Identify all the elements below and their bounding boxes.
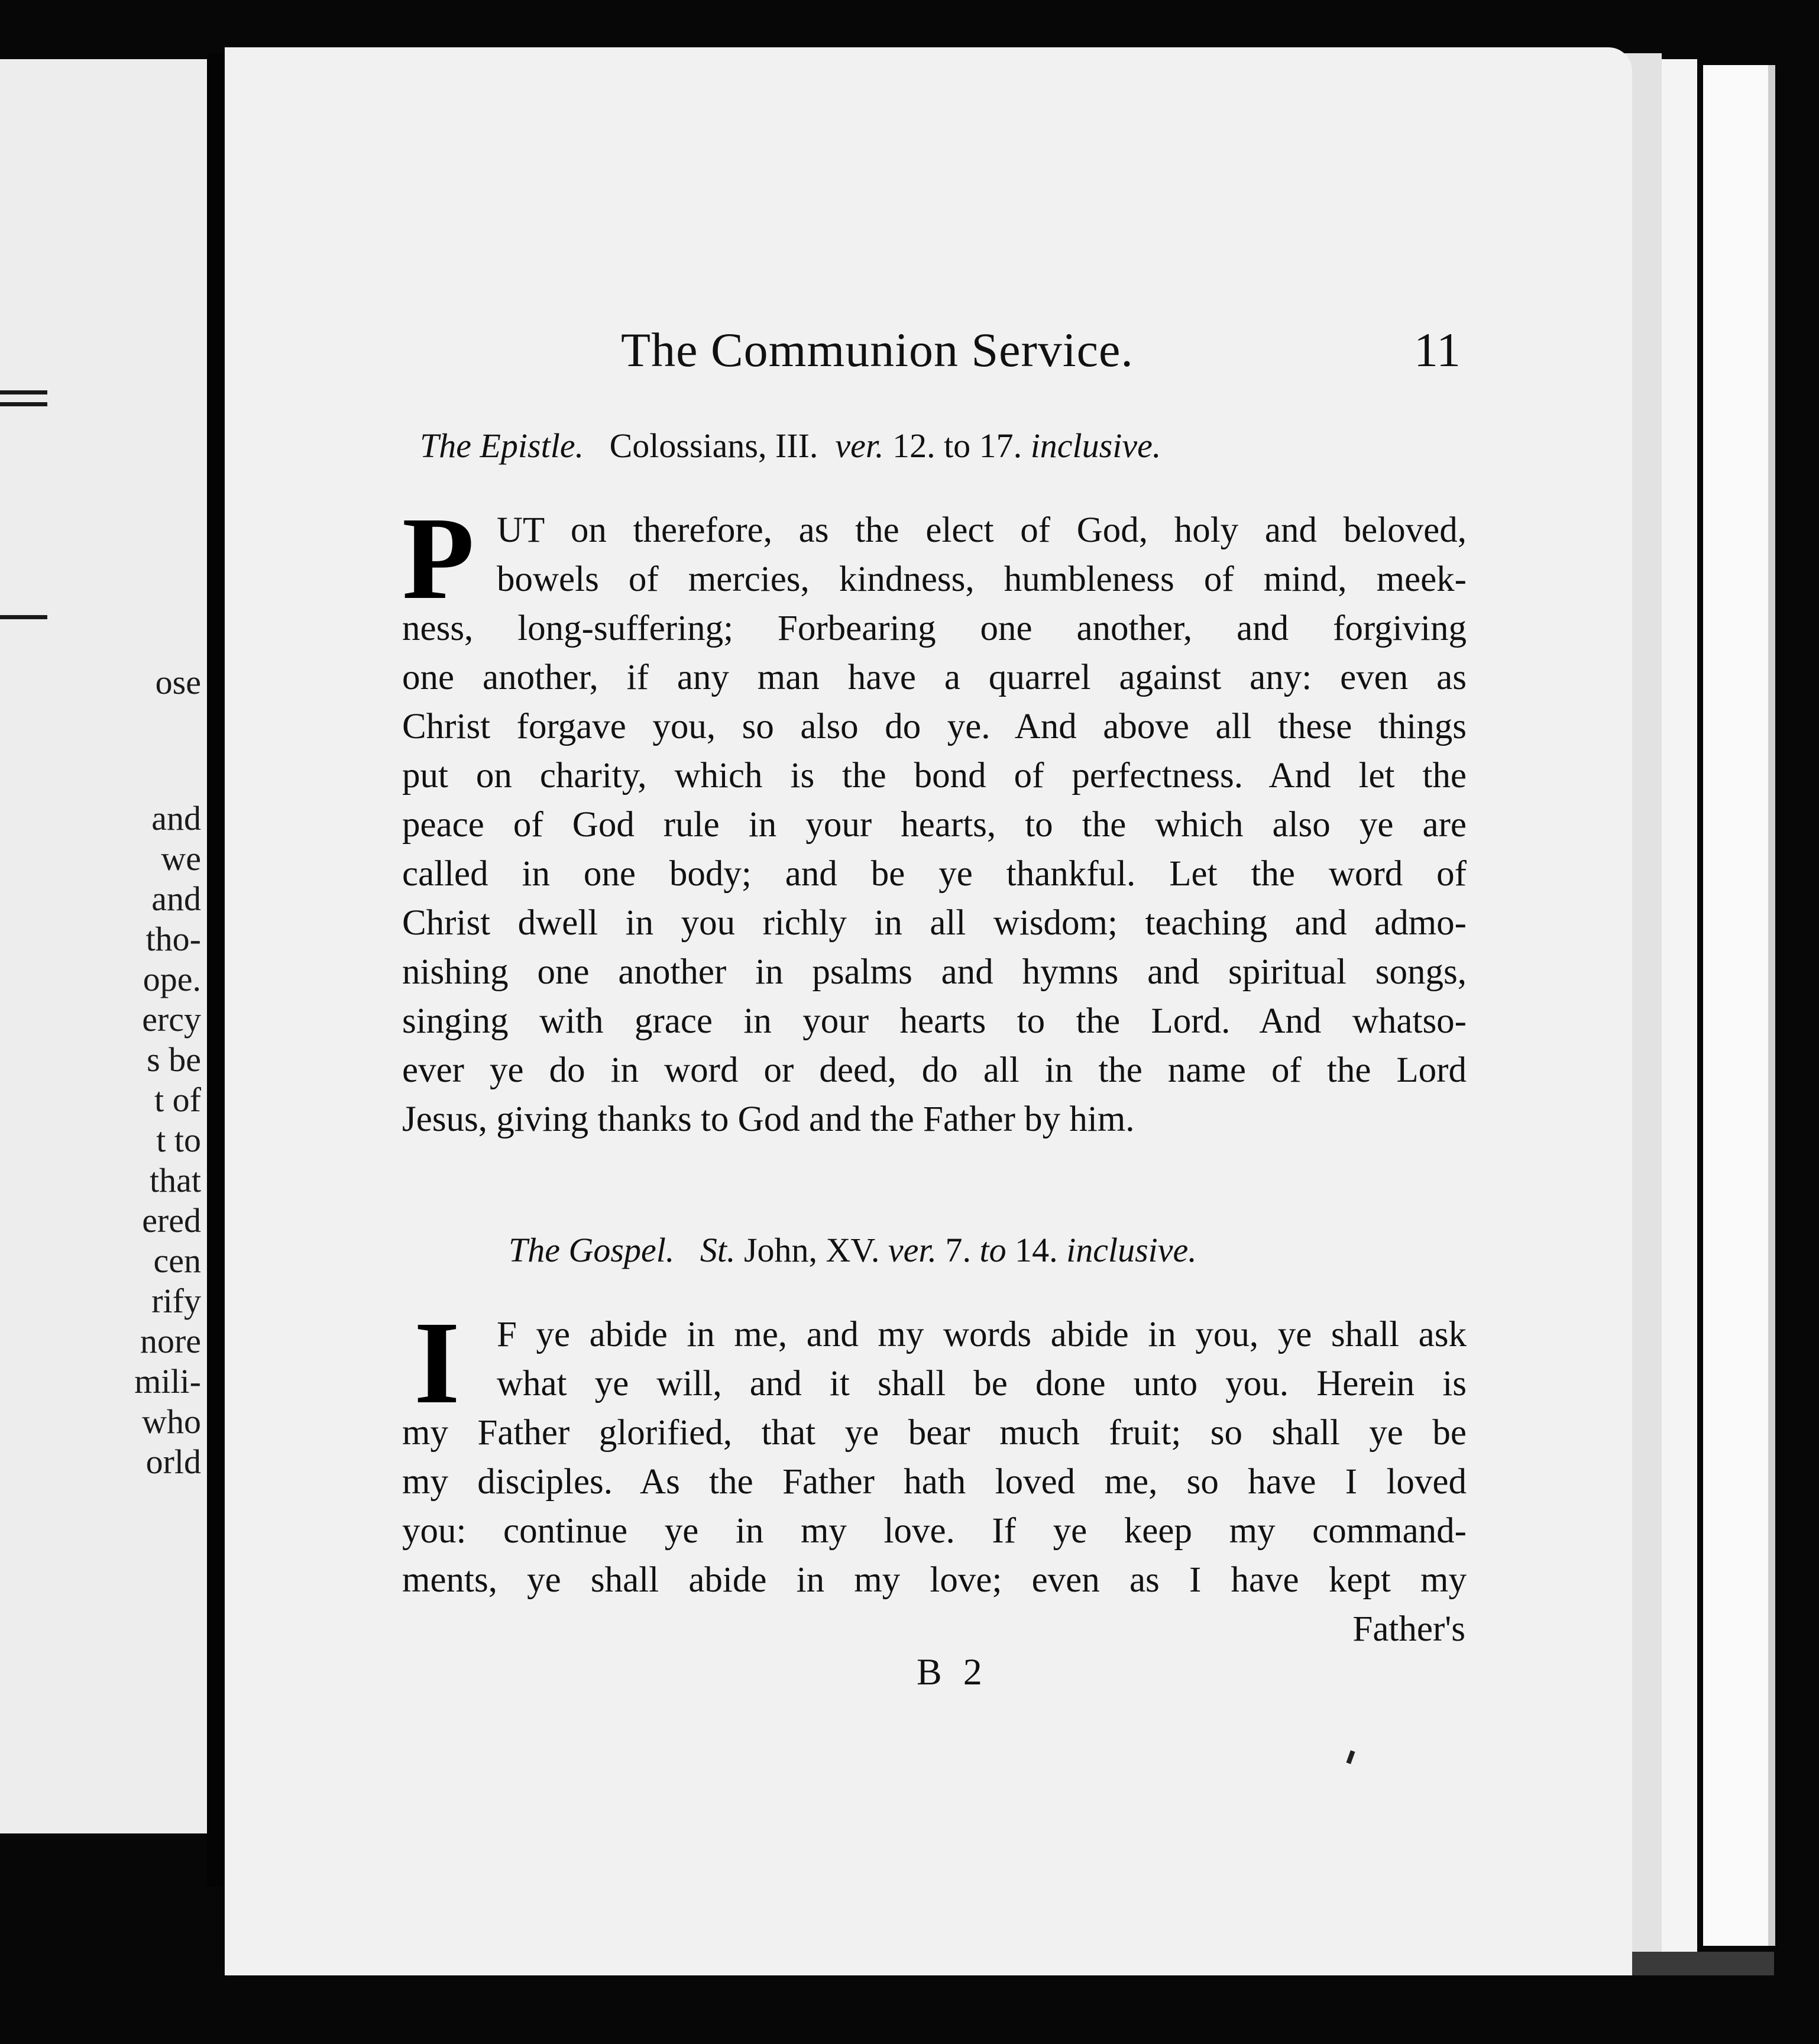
gospel-ver: ver.	[888, 1231, 937, 1269]
epistle-book: Colossians, III.	[609, 426, 818, 465]
gospel-drop-cap: I	[414, 1298, 460, 1428]
facing-line: nore	[140, 1322, 201, 1360]
facing-line: mili-	[134, 1362, 201, 1401]
gospel-num1: 7.	[945, 1231, 971, 1269]
catchword: Father's	[1352, 1609, 1465, 1649]
facing-line: and	[151, 879, 201, 918]
facing-line: ope.	[143, 960, 201, 998]
facing-line: ered	[142, 1201, 201, 1240]
gospel-inclusive: inclusive.	[1066, 1231, 1197, 1269]
page-edge	[1703, 65, 1774, 1946]
text-line: singing with grace in your hearts to the Lord. And whatso-	[402, 1001, 1467, 1041]
facing-page-word: ose	[155, 663, 201, 701]
text-line: ness, long-suffering; Forbearing one another, and forgiving	[402, 609, 1467, 648]
running-head	[621, 322, 1461, 387]
gospel-to: to	[979, 1231, 1006, 1269]
page-number: 11	[1414, 323, 1461, 377]
gospel-heading	[509, 1230, 1197, 1270]
gospel-num2: 14.	[1015, 1231, 1058, 1269]
facing-page-rule	[0, 390, 47, 394]
gospel-label: The Gospel.	[509, 1231, 675, 1269]
facing-line: orld	[145, 1443, 201, 1481]
text-line: what ye will, and it shall be done unto you. Herein is	[497, 1364, 1467, 1403]
text-line: you: continue ye in my love. If ye keep my command-	[402, 1511, 1467, 1551]
facing-line: who	[142, 1402, 201, 1441]
facing-line: ercy	[142, 1000, 201, 1039]
facing-line: tho-	[145, 920, 201, 958]
text-line: peace of God rule in your hearts, to the which also ye are	[402, 805, 1467, 845]
gospel-book: John, XV.	[743, 1231, 880, 1269]
epistle-range: 12. to 17.	[892, 426, 1022, 465]
text-line: Jesus, giving thanks to God and the Father by him.	[402, 1099, 1135, 1139]
facing-line: cen	[153, 1241, 201, 1280]
epistle-inclusive: inclusive.	[1030, 426, 1161, 465]
facing-line: and	[151, 799, 201, 837]
text-line: Christ forgave you, so also do ye. And above all these things	[402, 707, 1467, 746]
page-edge-shadow	[1768, 65, 1775, 1946]
facing-page	[0, 59, 207, 1833]
facing-line: rify	[151, 1282, 201, 1320]
epistle-ver: ver.	[835, 426, 884, 465]
epistle-drop-cap: P	[402, 493, 475, 624]
epistle-label: The Epistle.	[420, 426, 584, 465]
facing-line: that	[150, 1161, 201, 1199]
text-line: called in one body; and be ye thankful. Let the word of	[402, 854, 1467, 894]
facing-line: we	[161, 839, 201, 878]
text-line: my disciples. As the Father hath loved me, so have I loved	[402, 1462, 1467, 1502]
book-gutter	[207, 53, 225, 1887]
running-title: The Communion Service.	[621, 323, 1134, 377]
text-line: Christ dwell in you richly in all wisdom; teaching and admo-	[402, 903, 1467, 943]
facing-page-line-ends	[12, 798, 201, 1482]
facing-line: t to	[156, 1121, 201, 1159]
text-line: ever ye do in word or deed, do all in the name of the Lord	[402, 1050, 1467, 1090]
signature-mark: B 2	[917, 1651, 988, 1693]
epistle-text	[402, 493, 1467, 1144]
gospel-text	[402, 1298, 1467, 1649]
text-line: one another, if any man have a quarrel against any: even as	[402, 658, 1467, 697]
text-line: F ye abide in me, and my words abide in you, ye shall ask	[497, 1315, 1467, 1354]
text-line: bowels of mercies, kindness, humbleness of mind, meek-	[497, 559, 1467, 599]
facing-page-rule	[0, 615, 47, 619]
facing-page-rule	[0, 402, 47, 406]
page-edge	[1662, 59, 1697, 1952]
facing-line: s be	[147, 1040, 201, 1079]
epistle-heading	[420, 426, 1161, 465]
text-line: my Father glorified, that ye bear much fruit; so shall ye be	[402, 1413, 1467, 1453]
facing-line: t of	[154, 1081, 201, 1119]
gospel-st: St.	[700, 1231, 736, 1269]
text-line: put on charity, which is the bond of perfectness. And let the	[402, 756, 1467, 795]
text-line: nishing one another in psalms and hymns and spiritual songs,	[402, 952, 1467, 992]
text-line: ments, ye shall abide in my love; even as I have kept my	[402, 1560, 1467, 1600]
text-line: UT on therefore, as the elect of God, holy and beloved,	[497, 510, 1467, 550]
